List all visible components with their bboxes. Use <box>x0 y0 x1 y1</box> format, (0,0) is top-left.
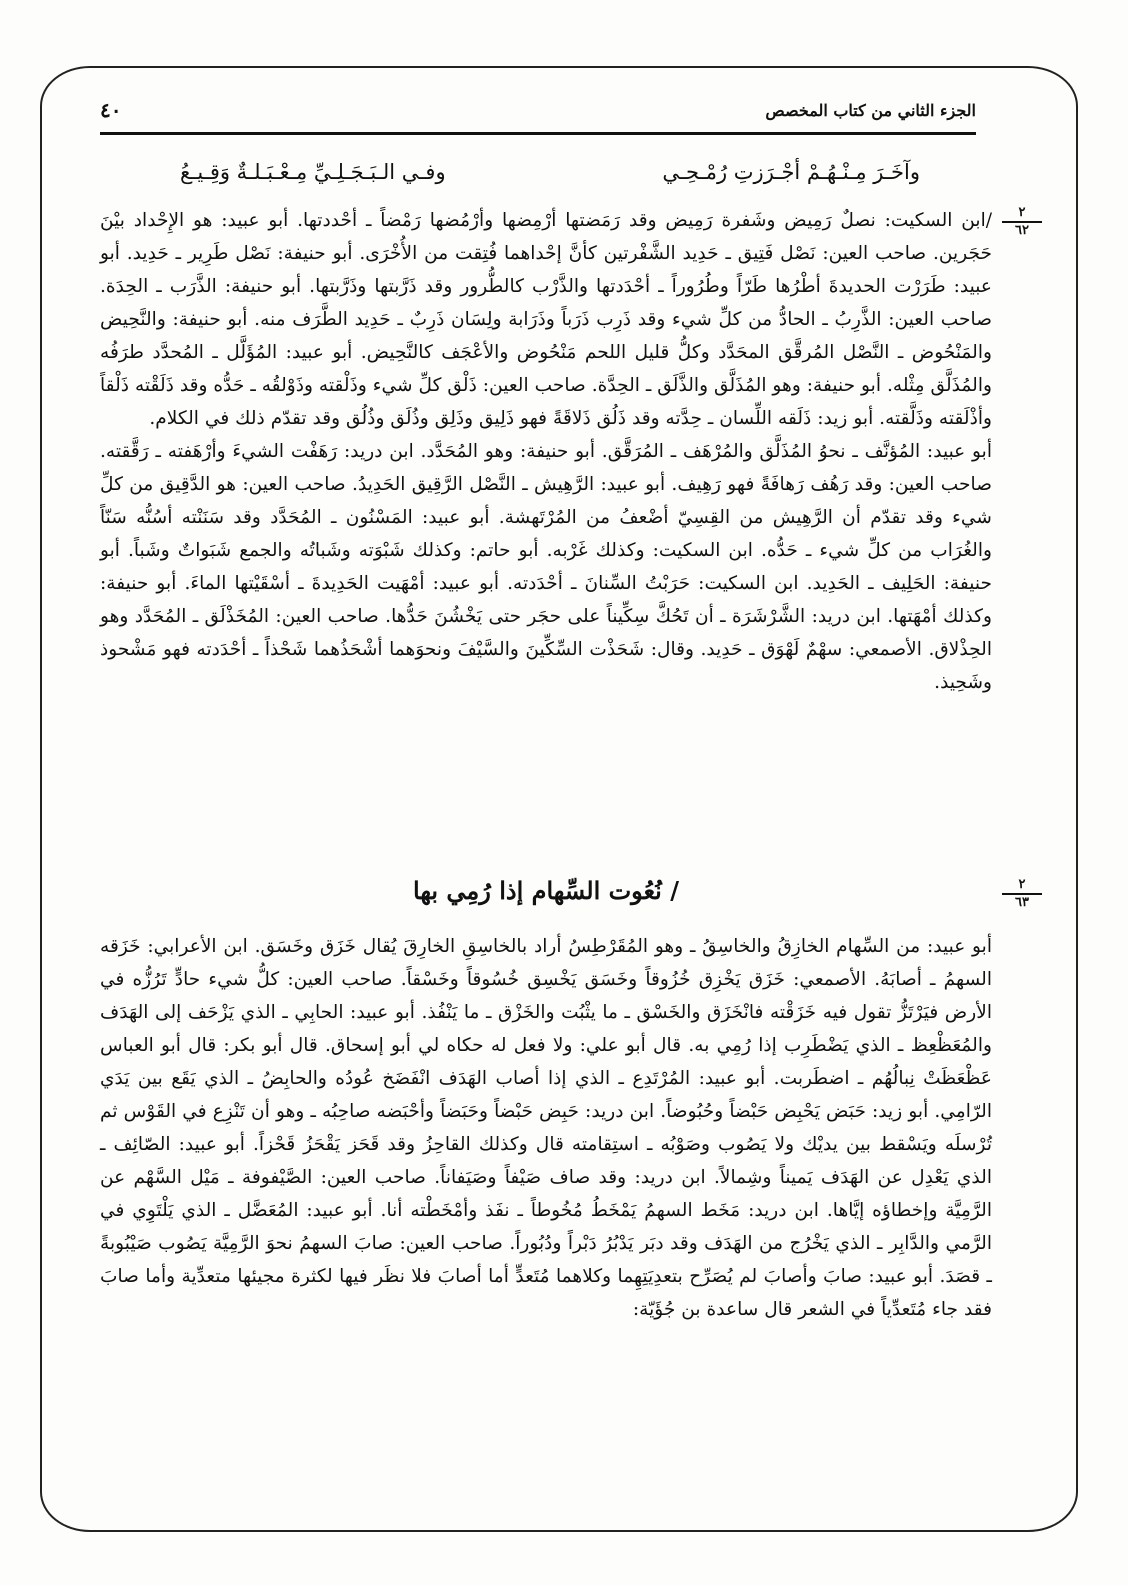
poetry-verse <box>140 160 960 184</box>
body-text-section-2 <box>100 930 992 1326</box>
margin-ref-page: ٦٢ <box>1015 223 1029 238</box>
book-title: الجزء الثاني من كتاب المخصص <box>765 100 976 120</box>
paragraph: أبو عبيد: المُؤنَّف ـ نحوُ المُذَلَّق والمُرْهَف ـ المُرَقَّق. أبو حنيفة: وهو المُحَدَّد. ابن دريد: رَهَفْت الشيءَ وأرْهَفته ـ رَقَّقته. صاحب العين: وقد رَهُف رَهافَةً فهو رَهِيف. أبو عبيد: الرَّهِيش ـ النَّصْل الرَّقِيق الحَدِيدُ. صاحب العين: هو الدَّقِيق من كلِّ شيء وقد تقدّم أن الرَّهِيش من القِسِيّ أضْعفُ من المُرْتَهشة. أبو عبيد: المَسْنُون ـ المُحَدَّد وقد سَنَنْته أسُنُّه سَنّاً والغُرَاب من كلِّ شيء ـ حَدُّه. ابن السكيت: وكذلك غَرْبه. أبو حاتم: وكذلك شَبْوَته وشَباتُه والجمع شَبَواتٌ وشَباً. أبو حنيفة: الحَلِيف ـ الحَدِيد. ابن السكيت: حَرَبْتُ السِّنانَ ـ أحْدَدته. أبو عبيد: أمْهَيت الحَدِيدةَ ـ أسْقَيْتها الماءَ. أبو حنيفة: وكذلك أمْهَتها. ابن دريد: الشَّرْشَرَة ـ أن تَحُكَّ سِكِّيناً على حجَر حتى يَخْشُنَ حَدُّها. صاحب العين: المُخَذْلَق ـ المُحَدَّد وهو الحِذْلاق. الأصمعي: سهْمٌ لَهْوَق ـ حَدِيد. وقال: شَحَذْت السِّكِّينَ والسَّيْفَ ونحوَهما أشْحَذُهما شَحْذاً ـ أحْدَدته فهو مَشْحوذ وشَحِيذ. <box>100 441 992 693</box>
verse-first-hemistich: وآخَـرَ مِـنْـهُـمْ أجْـرَزتِ رُمْـحِـي <box>662 160 920 184</box>
margin-ref-page: ٦٣ <box>1015 895 1029 910</box>
verse-second-hemistich: وفـي الـبَـجَـلِـيِّ مِـعْـبَـلـةٌ وَقِـيـعُ <box>180 160 446 184</box>
margin-ref-volume: ٢ <box>1002 878 1042 895</box>
paragraph: /ابن السكيت: نصلٌ رَمِيض وشَفرة رَمِيض وقد رَمَضتها أرْمِضها وأرْمُضها رَمْضاً ـ أحْددتها. أبو عبيد: هو الإِحْداد بيْنَ حَجَرين. صاحب العين: نَصْل فَتِيق ـ حَدِيد الشَّفْرتين كأنَّ إحْداهما فُتِقت من الأُخْرَى. أبو حنيفة: نَصْل طَرِير ـ حَدِيد. أبو عبيد: طَرَرْت الحديدةَ أطْرُها طَرّاً وطُرُوراً ـ أحْدَدتها والذَّرْب كالطُّرور وقد ذَرَّبتها وذَرَّبتها. أبو حنيفة: الذَّرَب ـ الحِدَة. صاحب العين: الذَّرِبُ ـ الحادُّ من كلِّ شيء وقد ذَرِب ذَرَباً وذَرَابة ولِسَان ذَرِبٌ ـ حَدِيد الطَّرَف منه. أبو حنيفة: والنَّحِيض والمَنْحُوض ـ النَّصْل المُرقَّق المحَدَّد وكلُّ قليل اللحم مَنْحُوض والأعْجَف كالنَّحِيض. أبو عبيد: المُؤَلَّل ـ المُحدَّد طرَفُه والمُذَلَّق مِثْله. أبو حنيفة: وهو المُذَلَّق والذَّلَق ـ الحِدَّة. صاحب العين: ذَلْق كلِّ شيء وذَلْقته وذَوْلقُه ـ حَدُّه وقد ذَلَقْته ذَلْقاً وأذْلَقته وذَلَّقته. أبو زيد: ذَلَقه اللِّسان ـ حِدَّته وقد ذَلُق ذَلاقَةً فهو ذَلِيق وذَلِق وذُلَق وذُلُق وقد تقدّم ذلك في الكلام. <box>100 210 992 429</box>
margin-reference <box>1002 878 1042 910</box>
margin-ref-volume: ٢ <box>1002 206 1042 223</box>
section-heading: / نُعُوت السِّهام إذا رُمِي بها <box>413 876 679 905</box>
margin-reference <box>1002 206 1042 238</box>
page-header <box>100 88 976 135</box>
page-number: ٤٠ <box>100 98 122 122</box>
paragraph: أبو عبيد: من السِّهام الخازِقُ والخاسِقُ ـ وهو المُقَرْطِسُ أراد بالخاسِقِ الخارِقَ يُقال خَزَق وخَسَق. ابن الأعرابي: خَزَقه السهمُ ـ أصابَهُ. الأصمعي: خَزَق يَخْزِق خُزُوقاً وخَسَق يَخْسِق خُسُوقاً وخَسْقاً. صاحب العين: كلُّ شيء حادٍّ تَرُزُّه في الأرض فيَرْتَزُّ تقول فيه خَزَقْته فانْخَزَق والخَسْق ـ ما يثْبُت والخَزْق ـ ما يَنْفُذ. أبو عبيد: الحابِي ـ الذي يَزْحَف إلى الهَدَف والمُعَظْعِظ ـ الذي يَضْطَرِب إذا رُمِي به. قال أبو علي: ولا فعل له حكاه لي أبو إسحاق. قال أبو بكر: قال أبو العباس عَظْعَظَتْ نِبالُهُم ـ اضطَربت. أبو عبيد: المُرْتَدِع ـ الذي إذا أصاب الهَدَف انْفَضَخ عُودُه والحابِضُ ـ الذي يَقَع بين يَدَي الرّامِي. أبو زيد: حَبَض يَحْبِض حَبْضاً وحُبُوضاً. ابن دريد: حَبِض حَبْضاً وحَبَضاً وأحْبَضه صاحِبُه ـ وهو أن تَنْزِع في القَوْس ثم تُرْسلَه ويَسْقط بين يديْك ولا يَصُوب وصَوْبُه ـ استِقامته قال وكذلك القاحِزُ وقد قَحَز يَقْحَزُ قَحْزاً. أبو عبيد: الصّائِف ـ الذي يَعْدِل عن الهَدَف يَميناً وشِمالاً. ابن دريد: وقد صاف صَيْفاً وصَيَفاناً. صاحب العين: الصَّيْفوفة ـ مَيْل السَّهْم عن الرَّمِيَّة وإخطاؤه إيَّاها. ابن دريد: مَخَط السهمُ يَمْخَطُ مُخُوطاً ـ نفَذ وأمْخَطْته أنا. أبو عبيد: المُعَضَّل ـ الذي يَلْتَوِي في الرَّمي والدَّابِر ـ الذي يَخْرُج من الهَدَف وقد دبَر يَدْبُرُ دَبْراً ودُبُوراً. صاحب العين: صابَ السهمُ نحوَ الرَّمِيَّة يَصُوب صَيْبُوبةً ـ قصَدَ. أبو عبيد: صابَ وأصابَ لم يُصَرِّح بتعدِيَتِهِما وكلاهما مُتَعدٍّ أما أصابَ فلا نظَر فيها لكثرة مجيئها متعدِّية وأما صابَ فقد جاء مُتَعدِّياً في الشعر قال ساعدة بن جُؤَيّة: <box>100 936 992 1320</box>
body-text-section-1 <box>100 204 992 699</box>
